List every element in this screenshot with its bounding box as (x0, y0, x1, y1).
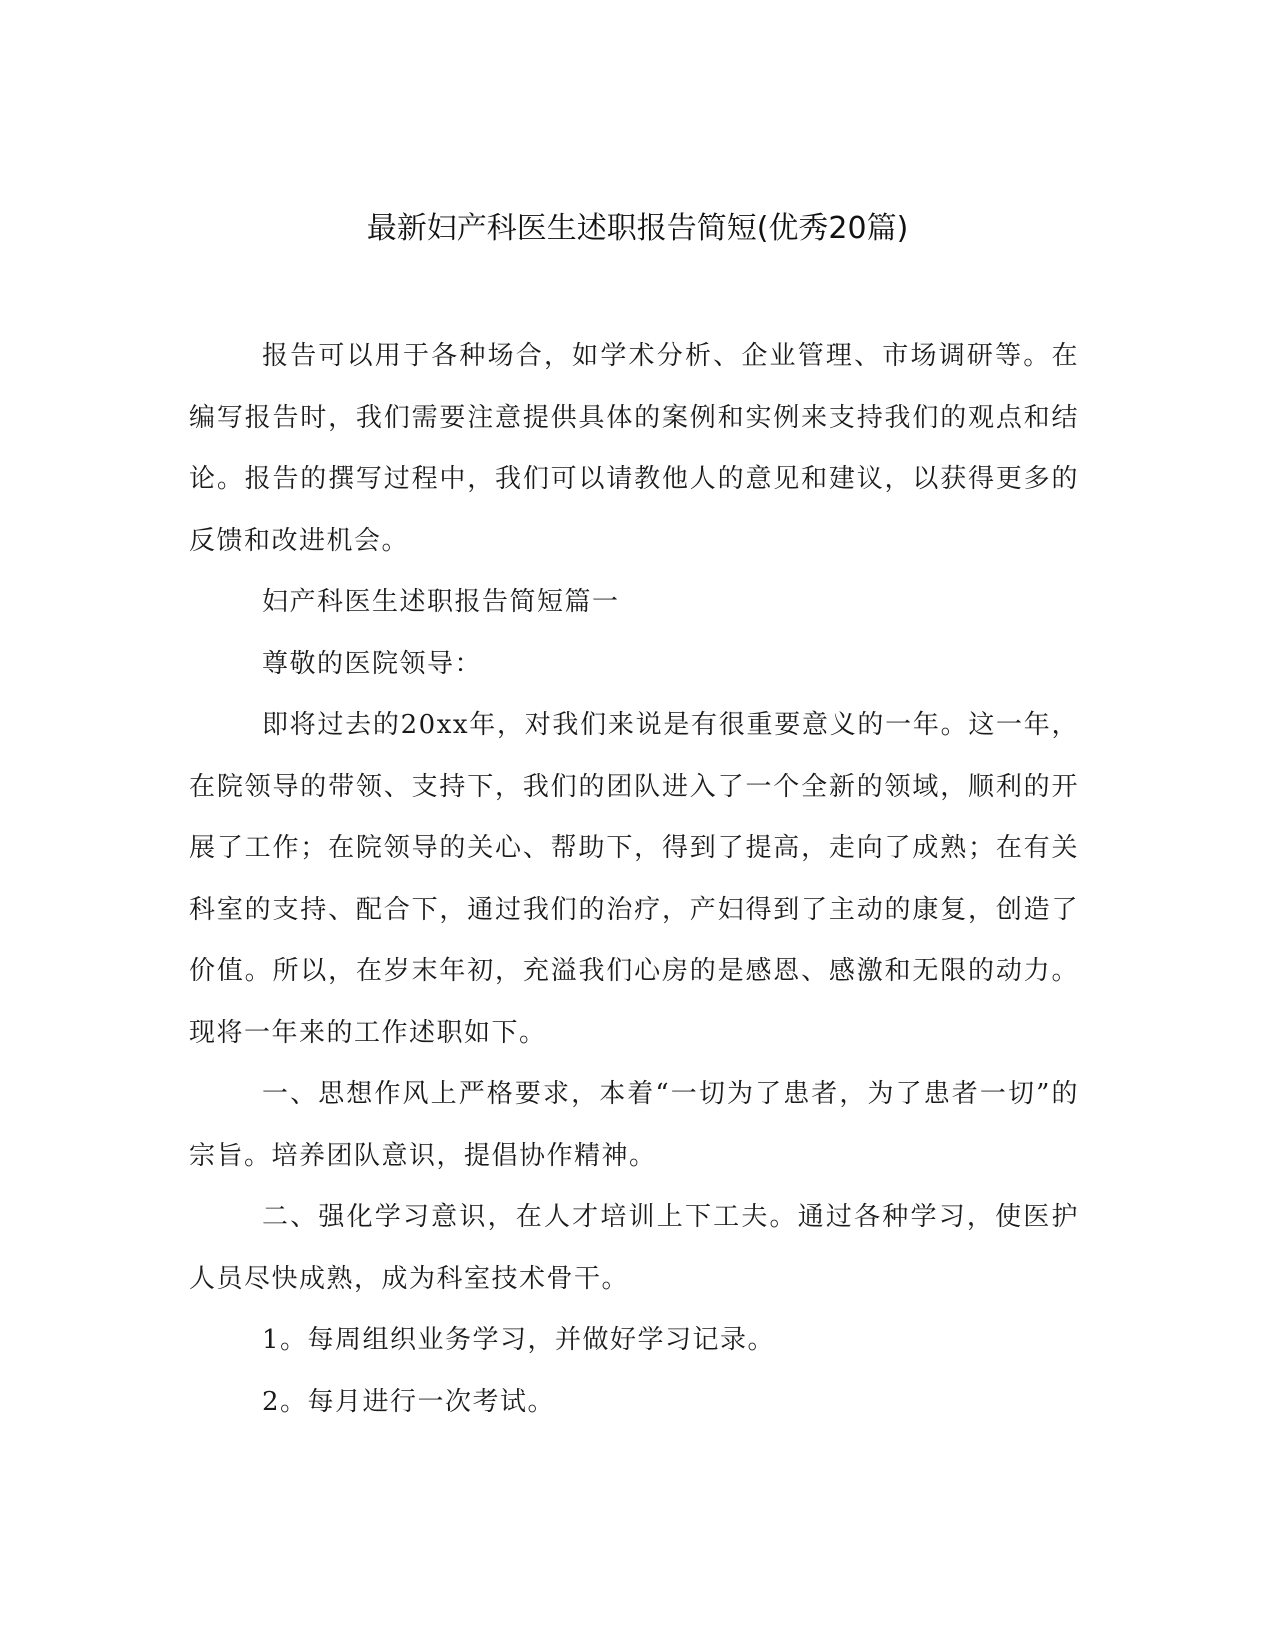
document-title: 最新妇产科医生述职报告简短(优秀20篇) (366, 211, 909, 246)
list-item: 1。每周组织业务学习，并做好学习记录。 (262, 1325, 776, 1355)
body-paragraph: 即将过去的20xx年，对我们来说是有很重要意义的一年。这一年，在院领导的带领、支持下，我们的团队进入了一个全新的领域，顺利的开展了工作；在院领导的关心、帮助下，得到了提高，走向了成熟；在有关科室的支持、配合下，通过我们的治疗，产妇得到了主动的康复，创造了价值。所以，在岁末年初，充溢我们心房的是感恩、感激和无限的动力。现将一年来的工作述职如下。 (189, 710, 1079, 1048)
list-item: 2。每月进行一次考试。 (262, 1386, 556, 1417)
body-paragraph: 二、强化学习意识，在人才培训上下工夫。通过各种学习，使医护人员尽快成熟，成为科室技术骨干。 (189, 1202, 1079, 1294)
intro-paragraph: 报告可以用于各种场合，如学术分析、企业管理、市场调研等。在编写报告时，我们需要注意提供具体的案例和实例来支持我们的观点和结论。报告的撰写过程中，我们可以请教他人的意见和建议，以获得更多的反馈和改进机会。 (189, 341, 1079, 556)
salutation: 尊敬的医院领导： (262, 648, 483, 679)
section-heading: 妇产科医生述职报告简短篇一 (262, 587, 620, 617)
body-paragraph: 一、思想作风上严格要求，本着“一切为了患者，为了患者一切”的宗旨。培养团队意识，提倡协作精神。 (189, 1079, 1079, 1171)
document-body (189, 326, 1079, 1433)
